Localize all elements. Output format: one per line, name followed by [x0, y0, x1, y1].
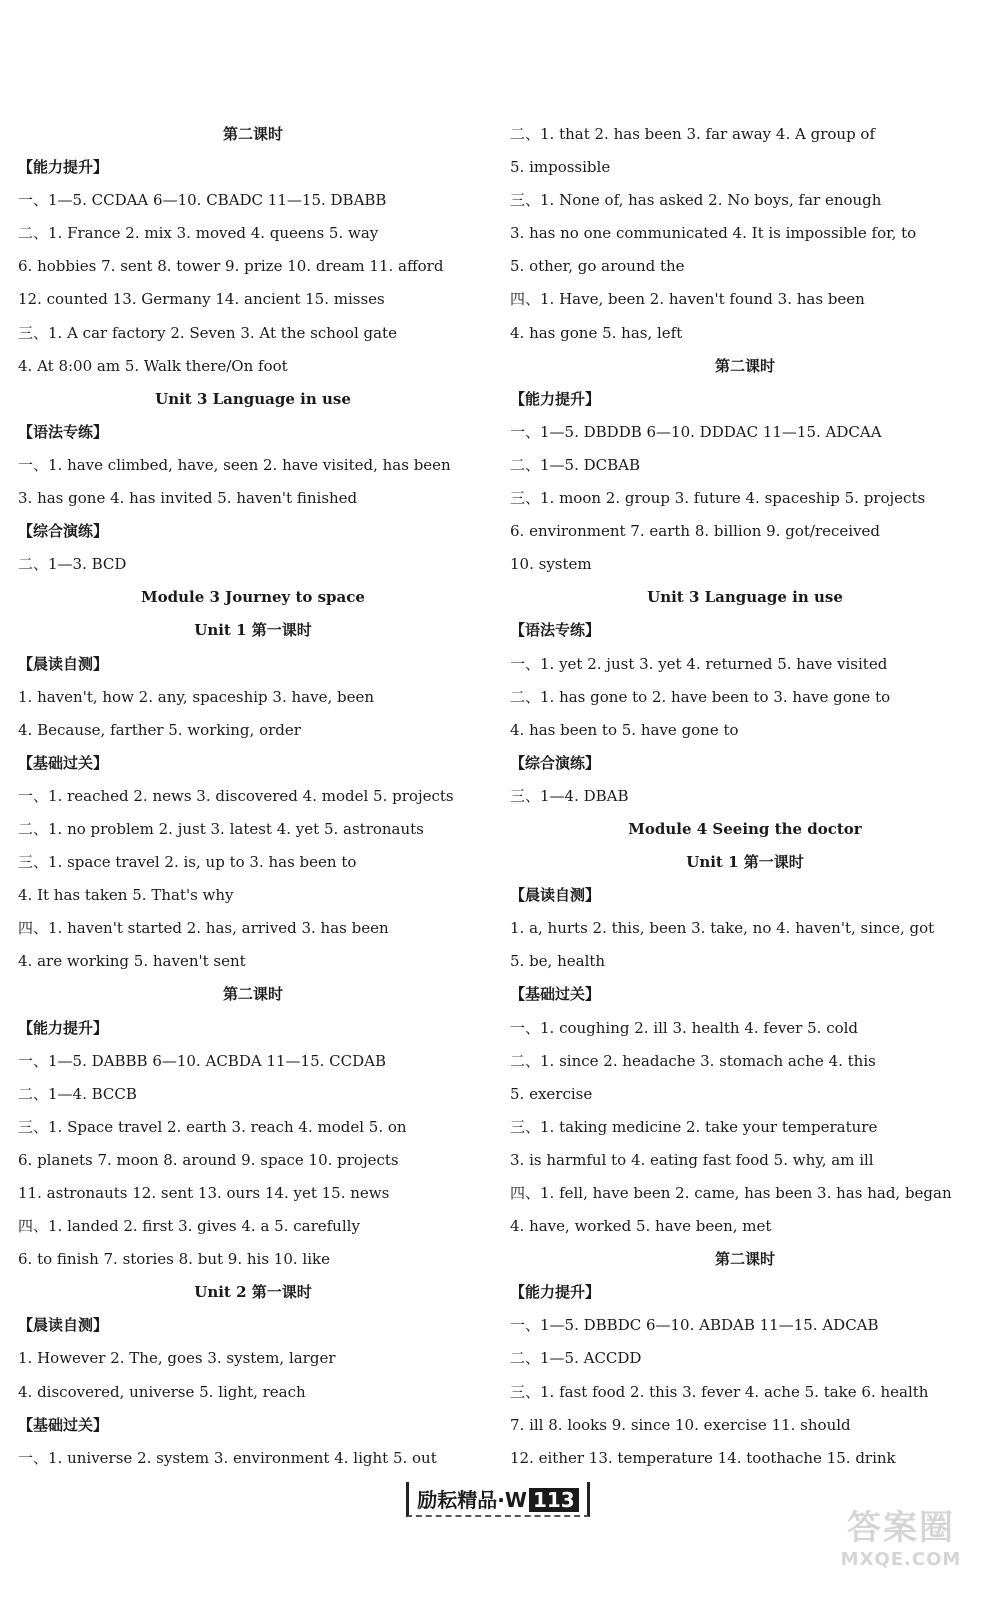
answer-line: 三、1. Space travel 2. earth 3. reach 4. model 5. on: [18, 1117, 407, 1136]
section-heading: Module 4 Seeing the doctor: [628, 819, 862, 838]
answer-line: 12. counted 13. Germany 14. ancient 15. misses: [18, 290, 385, 309]
answer-line: 11. astronauts 12. sent 13. ours 14. yet 15. news: [18, 1184, 390, 1202]
answer-line: 一、1—5. DBBDC 6—10. ABDAB 11—15. ADCAB: [510, 1316, 879, 1335]
answer-line: 12. either 13. temperature 14. toothache 15. drink: [510, 1448, 896, 1467]
answer-line: 5. exercise: [510, 1084, 593, 1103]
answer-line: 4. discovered, universe 5. light, reach: [18, 1382, 306, 1401]
section-heading: 第二课时: [714, 356, 775, 375]
section-label: 【晨读自测】: [18, 654, 109, 673]
answer-line: 6. environment 7. earth 8. billion 9. got/received: [510, 522, 881, 541]
section-heading: Unit 3 Language in use: [647, 588, 843, 607]
answer-line: 三、1. A car factory 2. Seven 3. At the school gate: [18, 323, 397, 342]
watermark-bottom-text: MXQE.COM: [840, 1549, 962, 1570]
section-heading: 第二课时: [714, 1250, 775, 1269]
section-heading: 第二课时: [222, 125, 283, 143]
answer-line: 6. planets 7. moon 8. around 9. space 10. projects: [18, 1150, 399, 1169]
answer-line: 4. Because, farther 5. working, order: [18, 720, 301, 739]
answer-line: 4. has gone 5. has, left: [510, 323, 683, 342]
answer-line: 三、1. moon 2. group 3. future 4. spaceship 5. projects: [510, 489, 926, 508]
section-label: 【综合演练】: [18, 522, 109, 541]
answer-line: 四、1. landed 2. first 3. gives 4. a 5. carefully: [18, 1217, 360, 1236]
answer-line: 一、1. universe 2. system 3. environment 4. light 5. out: [18, 1448, 437, 1467]
answer-line: 4. has been to 5. have gone to: [510, 720, 739, 739]
section-heading: Module 3 Journey to space: [141, 588, 365, 607]
answer-line: 5. other, go around the: [510, 257, 685, 276]
answer-line: 3. is harmful to 4. eating fast food 5. why, am ill: [510, 1150, 874, 1169]
section-label: 【晨读自测】: [18, 1316, 109, 1335]
answer-line: 5. impossible: [510, 158, 611, 177]
section-label: 【语法专练】: [18, 422, 109, 441]
answer-line: 四、1. Have, been 2. haven't found 3. has been: [510, 290, 865, 309]
section-label: 【综合演练】: [510, 753, 601, 772]
answer-line: 二、1—3. BCD: [18, 555, 127, 574]
answer-line: 4. At 8:00 am 5. Walk there/On foot: [18, 356, 288, 375]
section-label: 【能力提升】: [510, 389, 601, 408]
section-heading: Unit 3 Language in use: [155, 389, 351, 408]
answer-line: 二、1. that 2. has been 3. far away 4. A group of: [510, 125, 876, 143]
answer-line: 6. to finish 7. stories 8. but 9. his 10. like: [18, 1250, 330, 1269]
section-label: 【基础过关】: [18, 753, 109, 772]
answer-line: 4. It has taken 5. That's why: [18, 886, 234, 905]
page-number: 113: [529, 1488, 579, 1512]
answer-line: 三、1. fast food 2. this 3. fever 4. ache 5. take 6. health: [510, 1382, 929, 1401]
section-label: 【基础过关】: [18, 1415, 109, 1434]
answer-line: 3. has gone 4. has invited 5. haven't finished: [18, 489, 358, 508]
answer-line: 4. have, worked 5. have been, met: [510, 1217, 772, 1236]
left-column: [18, 118, 488, 1475]
answer-line: 一、1—5. CCDAA 6—10. CBADC 11—15. DBABB: [18, 191, 387, 210]
answer-line: 二、1—5. ACCDD: [510, 1349, 642, 1368]
section-heading: 第二课时: [222, 985, 283, 1004]
answer-line: 5. be, health: [510, 952, 606, 971]
section-heading: Unit 1 第一课时: [686, 853, 804, 872]
answer-line: 3. has no one communicated 4. It is impossible for, to: [510, 224, 917, 243]
answer-line: 4. are working 5. haven't sent: [18, 952, 246, 971]
answer-line: 一、1. reached 2. news 3. discovered 4. model 5. projects: [18, 786, 454, 805]
answer-line: 1. However 2. The, goes 3. system, larger: [18, 1349, 336, 1368]
answer-line: 二、1. France 2. mix 3. moved 4. queens 5. way: [18, 224, 379, 243]
answer-line: 二、1—4. BCCB: [18, 1084, 137, 1103]
answer-line: 三、1. space travel 2. is, up to 3. has been to: [18, 853, 357, 872]
answer-line: 三、1. None of, has asked 2. No boys, far enough: [510, 191, 882, 210]
section-label: 【语法专练】: [510, 621, 601, 640]
answer-line: 一、1—5. DBDDB 6—10. DDDAC 11—15. ADCAA: [510, 422, 882, 441]
answer-line: 二、1—5. DCBAB: [510, 455, 641, 474]
answer-line: 二、1. no problem 2. just 3. latest 4. yet 5. astronauts: [18, 819, 424, 838]
answer-line: 四、1. haven't started 2. has, arrived 3. has been: [18, 919, 389, 938]
section-heading: Unit 2 第一课时: [194, 1283, 312, 1302]
section-label: 【能力提升】: [510, 1283, 601, 1302]
answer-line: 6. hobbies 7. sent 8. tower 9. prize 10. dream 11. afford: [18, 257, 444, 276]
watermark-top-text: 答案圈: [847, 1508, 955, 1548]
section-label: 【能力提升】: [18, 1018, 109, 1037]
answer-line: 三、1. taking medicine 2. take your temperature: [510, 1117, 878, 1136]
section-label: 【能力提升】: [18, 158, 109, 177]
answer-line: 二、1. since 2. headache 3. stomach ache 4. this: [510, 1051, 876, 1070]
answer-line: 四、1. fell, have been 2. came, has been 3. has had, began: [510, 1184, 952, 1202]
answer-line: 一、1—5. DABBB 6—10. ACBDA 11—15. CCDAB: [18, 1051, 386, 1070]
answer-line: 三、1—4. DBAB: [510, 786, 629, 805]
answer-line: 一、1. yet 2. just 3. yet 4. returned 5. have visited: [510, 654, 888, 673]
footer-brand-box: [406, 1482, 589, 1517]
section-heading: Unit 1 第一课时: [194, 621, 312, 640]
answer-line: 1. a, hurts 2. this, been 3. take, no 4. haven't, since, got: [510, 919, 935, 938]
answer-line: 一、1. coughing 2. ill 3. health 4. fever 5. cold: [510, 1018, 859, 1037]
answer-line: 10. system: [510, 555, 592, 574]
answer-line: 二、1. has gone to 2. have been to 3. have gone to: [510, 687, 891, 706]
section-label: 【基础过关】: [510, 985, 601, 1004]
answer-line: 1. haven't, how 2. any, spaceship 3. have, been: [18, 687, 375, 706]
answer-line: 7. ill 8. looks 9. since 10. exercise 11. should: [510, 1415, 851, 1434]
right-column: [510, 118, 980, 1475]
section-label: 【晨读自测】: [510, 886, 601, 905]
watermark-logo: [826, 1500, 976, 1590]
answer-line: 一、1. have climbed, have, seen 2. have visited, has been: [18, 455, 451, 474]
footer-brand: 励耘精品·W: [417, 1488, 527, 1512]
